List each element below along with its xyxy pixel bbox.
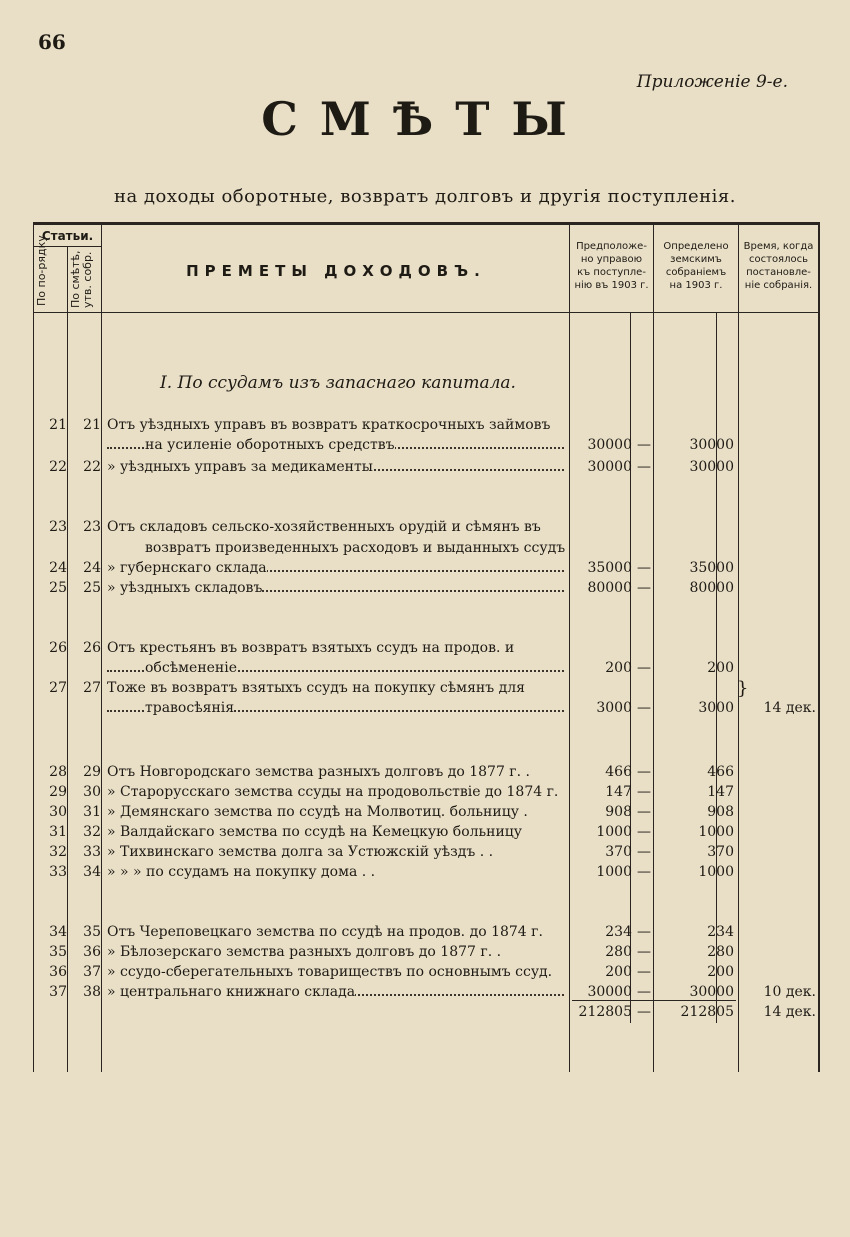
row-decision-date [744,678,816,698]
row-determined-amount: 1000 [698,824,734,840]
row-order-number [40,435,67,455]
row-order-number [40,1002,67,1022]
brace-icon: } [737,678,749,699]
row-description [107,517,567,537]
row-determined-amount [658,638,734,658]
row-description [107,558,567,578]
row-determined-amount [658,517,734,537]
col-divider-1 [67,246,68,1072]
row-determined-amount [658,678,734,698]
row-kopeck-dash: — [637,437,651,453]
row-estimate-number [73,538,101,558]
section-title: I. По ссудамъ изъ запаснаго капитала. [160,373,516,393]
row-estimate-number: 32 [83,824,101,840]
row-order-number: 28 [49,764,67,780]
row-estimate-number: 37 [83,964,101,980]
row-kopeck-dash: — [637,824,651,840]
row-determined-amount: 200 [707,660,734,676]
header-determined [654,240,738,292]
row-decision-date [744,578,816,598]
row-decision-date [744,658,816,678]
row-decision-date [744,842,816,862]
row-description [107,457,567,477]
row-description [107,415,567,435]
header-articles: Статьи. [41,229,94,243]
row-estimate-number: 30 [83,784,101,800]
row-description [107,962,567,982]
row-description-text: возвратъ произведенныхъ расходовъ и выданныхъ ссудъ [145,540,566,556]
row-estimated-amount [572,517,632,537]
row-decision-date [744,822,816,842]
row-description [107,822,567,842]
row-estimated-amount [572,415,632,435]
row-estimated-amount: 35000 [587,560,632,576]
row-estimated-amount: 3000 [596,700,632,716]
row-description-text: » Валдайскаго земства по ссудѣ на Кемецкую больницу [107,824,523,840]
page-title: СМѢТЫ [261,92,589,146]
row-description [107,802,567,822]
row-estimated-amount: 1000 [596,864,632,880]
row-order-number: 29 [49,784,67,800]
table-right-border [818,222,820,1072]
row-kopeck-dash: — [637,984,651,1000]
row-kopeck-dash [634,638,654,658]
row-estimate-number [73,698,101,718]
row-estimate-number: 25 [83,580,101,596]
row-description-text: » Демянскаго земства по ссудѣ на Молвотиц. больницу . [107,804,528,820]
row-estimated-amount: 30000 [587,984,632,1000]
row-determined-amount: 30000 [689,459,734,475]
row-description [107,782,567,802]
row-decision-date [744,762,816,782]
row-estimated-amount [572,638,632,658]
row-determined-amount: 280 [707,944,734,960]
row-decision-date [744,415,816,435]
row-order-number: 25 [49,580,67,596]
col-divider-5 [738,222,739,1072]
row-estimate-number: 38 [83,984,101,1000]
row-decision-date [744,517,816,537]
row-determined-amount: 35000 [689,560,734,576]
row-estimate-number: 36 [83,944,101,960]
header-estimated-line: нію въ 1903 г. [574,280,649,291]
row-decision-date: 10 дек. [763,984,816,1000]
row-order-number: 31 [49,824,67,840]
table-header-rule [33,312,819,313]
row-description-text: » центральнаго книжнаго склада [107,984,356,1000]
row-description [107,698,605,718]
row-estimate-number [73,658,101,678]
row-determined-amount: 30000 [689,437,734,453]
col-divider-3 [569,222,570,1072]
row-kopeck-dash [634,538,654,558]
header-time-line: Время, когда [743,241,814,252]
header-determined-line: на 1903 г. [669,280,723,291]
row-estimate-number: 23 [83,519,101,535]
row-description-text: Отъ складовъ сельско-хозяйственныхъ орудій и сѣмянъ въ [107,519,541,535]
row-description-text: » » » по ссудамъ на покупку дома . . [107,864,376,880]
row-description-text: Отъ крестьянъ въ возвратъ взятыхъ ссудъ на продов. и [107,640,515,656]
row-kopeck-dash: — [637,864,651,880]
row-estimate-number: 26 [83,640,101,656]
row-estimated-amount: 908 [605,804,632,820]
page-subtitle: на доходы оборотные, возвратъ долговъ и другія поступленія. [113,186,737,207]
row-decision-date [744,962,816,982]
row-order-number [40,538,67,558]
row-description-text: » уѣздныхъ складовъ [107,580,263,596]
row-description [107,578,567,598]
table-left-border [33,222,34,1072]
row-estimated-amount: 200 [605,660,632,676]
row-decision-date [744,638,816,658]
row-decision-date: 14 дек. [763,1004,816,1020]
row-determined-amount [658,415,734,435]
row-description-text: » ссудо-сберегательныхъ товариществъ по основнымъ ссуд. [107,964,553,980]
header-by-estimate: По смѣтѣ, утв. собр. [69,250,94,308]
row-kopeck-dash [634,678,654,698]
row-determined-amount: 212805 [680,1004,734,1020]
row-description [107,982,567,1002]
row-estimated-amount: 212805 [578,1004,632,1020]
row-determined-amount: 466 [707,764,734,780]
row-order-number: 37 [49,984,67,1000]
row-description [107,658,605,678]
row-description [107,678,567,698]
row-determined-amount [658,538,734,558]
header-estimated-line: Предположе- [576,241,647,252]
row-kopeck-dash: — [637,924,651,940]
row-description [107,1002,567,1022]
row-decision-date [744,782,816,802]
row-estimated-amount: 200 [605,964,632,980]
row-description [107,762,567,782]
row-estimate-number: 34 [83,864,101,880]
row-kopeck-dash: — [637,764,651,780]
row-description [107,862,567,882]
row-determined-amount: 200 [707,964,734,980]
row-order-number: 35 [49,944,67,960]
row-kopeck-dash [634,517,654,537]
row-order-number: 33 [49,864,67,880]
row-kopeck-dash: — [637,944,651,960]
row-description-text: Отъ Череповецкаго земства по ссудѣ на продов. до 1874 г. [107,924,543,940]
row-description-text: » губернскаго склада [107,560,267,576]
row-order-number: 26 [49,640,67,656]
row-description-text: » Бѣлозерскаго земства разныхъ долговъ до 1877 г. . [107,944,502,960]
row-decision-date [744,435,816,455]
row-description [107,538,605,558]
row-order-number: 21 [49,417,67,433]
row-estimated-amount: 466 [605,764,632,780]
row-kopeck-dash: — [637,844,651,860]
header-estimated-line: но управою [580,254,643,265]
row-description [107,942,567,962]
header-items: ПРЕМЕТЫ ДОХОДОВЪ. [186,262,486,280]
row-description [107,638,567,658]
row-kopeck-dash: — [637,459,651,475]
row-determined-amount: 80000 [689,580,734,596]
header-determined-line: земскимъ [670,254,722,265]
row-description-text: травосѣянія [145,700,235,716]
row-decision-date [744,942,816,962]
row-order-number: 36 [49,964,67,980]
row-decision-date: 14 дек. [763,700,816,716]
row-determined-amount: 370 [707,844,734,860]
row-kopeck-dash: — [637,964,651,980]
row-description-text: » Тихвинскаго земства долга за Устюжскій уѣздъ . . [107,844,494,860]
row-description-text: обсѣмененіе [145,660,238,676]
row-decision-date [744,862,816,882]
row-decision-date [744,457,816,477]
row-estimated-amount: 370 [605,844,632,860]
header-determined-line: собраніемъ [665,267,727,278]
row-description-text: Отъ Новгородскаго земства разныхъ долговъ до 1877 г. . [107,764,530,780]
row-order-number: 24 [49,560,67,576]
row-estimate-number: 33 [83,844,101,860]
row-determined-amount: 234 [707,924,734,940]
header-determined-line: Определено [663,241,729,252]
header-estimated-line: къ поступле- [577,267,646,278]
row-description-text: Отъ уѣздныхъ управъ въ возвратъ краткосрочныхъ займовъ [107,417,551,433]
table-top-rule [33,222,819,225]
row-estimate-number: 24 [83,560,101,576]
row-estimate-number: 21 [83,417,101,433]
row-description [107,435,605,455]
row-kopeck-dash: — [637,784,651,800]
row-estimate-number: 35 [83,924,101,940]
page-number: 66 [38,30,66,54]
row-estimated-amount [572,538,632,558]
row-kopeck-dash: — [637,700,651,716]
row-estimated-amount: 280 [605,944,632,960]
row-order-number [40,698,67,718]
row-order-number: 30 [49,804,67,820]
row-description [107,842,567,862]
row-determined-amount: 1000 [698,864,734,880]
row-kopeck-dash: — [637,560,651,576]
row-estimated-amount: 234 [605,924,632,940]
appendix-label: Приложеніе 9-е. [636,72,788,92]
header-time-line: состоялось [749,254,808,265]
row-determined-amount: 30000 [689,984,734,1000]
row-estimate-number: 22 [83,459,101,475]
row-kopeck-dash [634,415,654,435]
row-kopeck-dash: — [637,660,651,676]
row-order-number: 34 [49,924,67,940]
row-estimated-amount: 30000 [587,459,632,475]
row-determined-amount: 908 [707,804,734,820]
row-determined-amount: 147 [707,784,734,800]
row-description-text: Тоже въ возвратъ взятыхъ ссудъ на покупку сѣмянъ для [107,680,525,696]
row-estimate-number: 29 [83,764,101,780]
header-time-line: ніе собранія. [744,280,813,291]
row-description-text: » Старорусскаго земства ссуды на продовольствіе до 1874 г. [107,784,559,800]
header-time [739,240,818,292]
row-estimate-number [73,1002,101,1022]
row-estimate-number: 31 [83,804,101,820]
row-description [107,922,567,942]
row-estimated-amount: 1000 [596,824,632,840]
row-estimated-amount: 80000 [587,580,632,596]
row-order-number [40,658,67,678]
row-kopeck-dash: — [637,804,651,820]
row-decision-date [744,558,816,578]
row-order-number: 22 [49,459,67,475]
row-description-text: на усиленіе оборотныхъ средствъ [145,437,395,453]
header-time-line: постановле- [746,267,811,278]
row-estimate-number [73,435,101,455]
row-decision-date [744,802,816,822]
total-rule [572,1000,736,1001]
row-order-number: 23 [49,519,67,535]
row-decision-date [744,538,816,558]
row-order-number: 27 [49,680,67,696]
row-estimated-amount [572,678,632,698]
row-estimated-amount: 30000 [587,437,632,453]
header-by-order: По по-рядку. [35,231,48,306]
row-order-number: 32 [49,844,67,860]
row-decision-date [744,922,816,942]
row-determined-amount: 3000 [698,700,734,716]
row-kopeck-dash: — [637,1004,651,1020]
col-divider-2 [101,222,102,1072]
row-kopeck-dash: — [637,580,651,596]
row-estimated-amount: 147 [605,784,632,800]
row-description-text: » уѣздныхъ управъ за медикаменты [107,459,373,475]
header-estimated [570,240,653,292]
row-estimate-number: 27 [83,680,101,696]
